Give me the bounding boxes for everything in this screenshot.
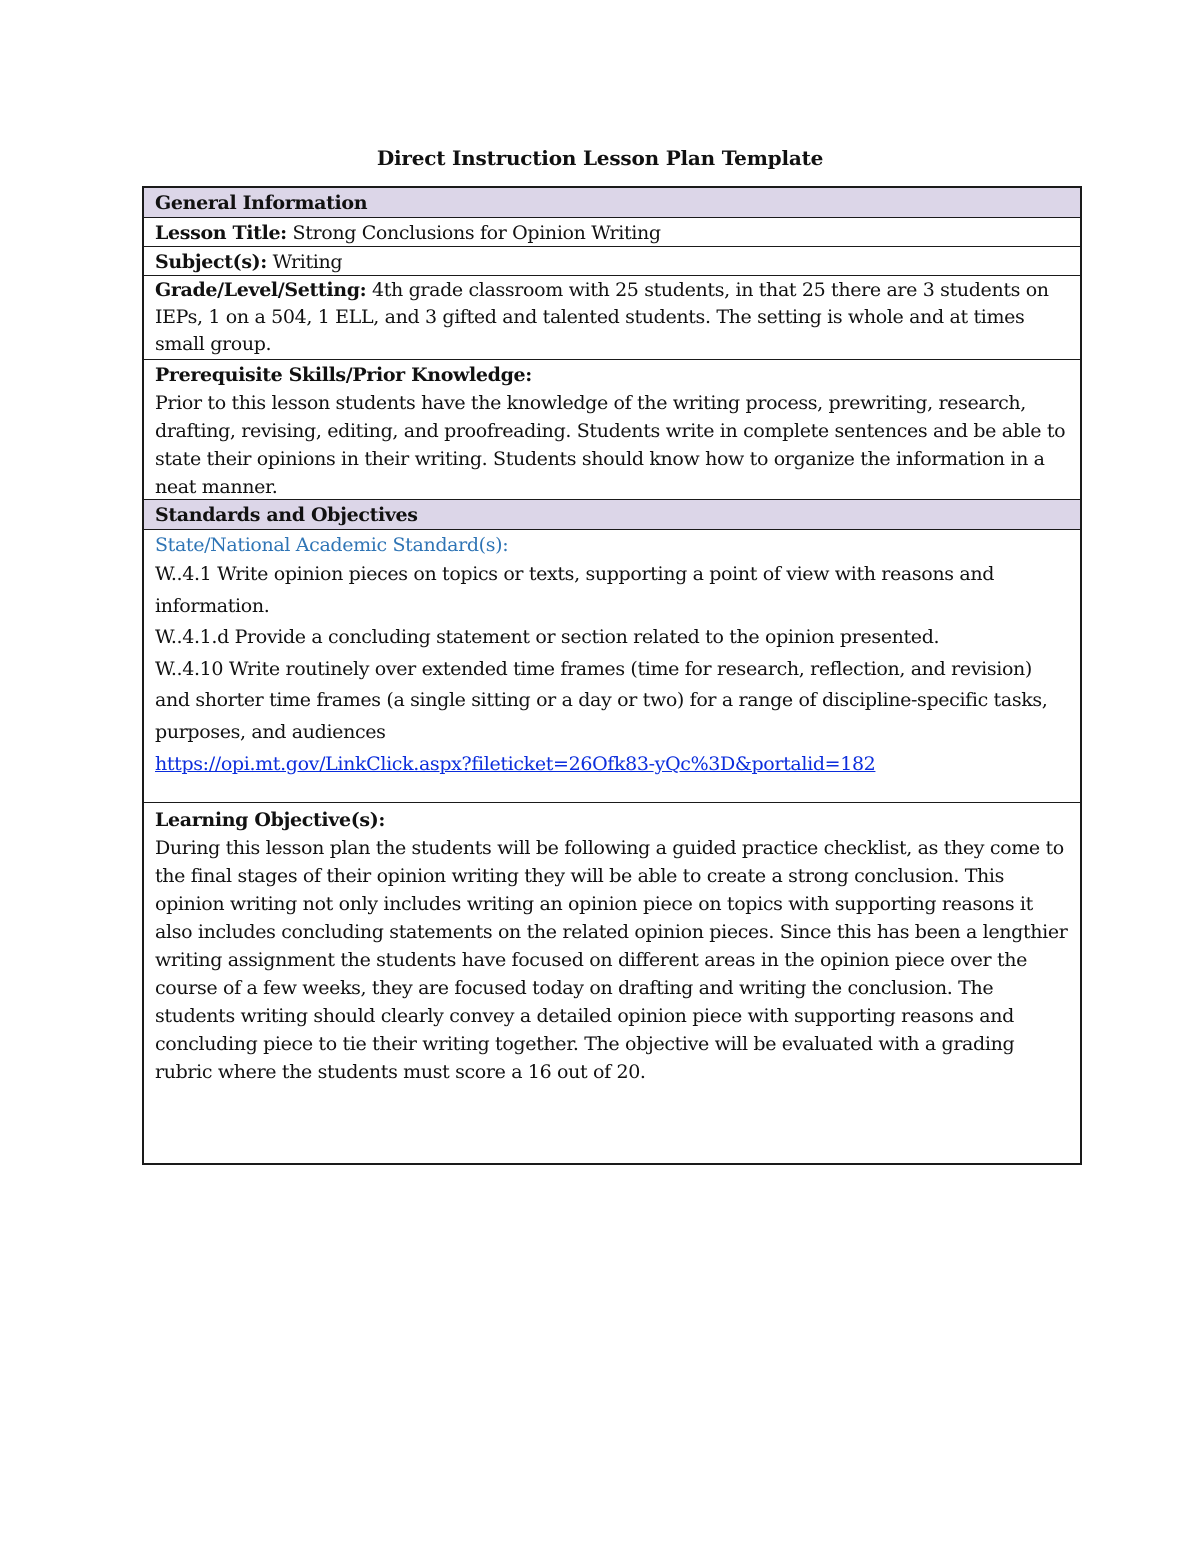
grade-level-setting-value: 4th grade classroom with 25 students, in that 25 there are 3 students on IEPs, 1 on a 504, 1 ELL, and 3 gifted and talented students. The setting is whole and at times small group. [155, 279, 1049, 355]
lesson-plan-table [142, 186, 1082, 1165]
standard-item: W..4.10 Write routinely over extended time frames (time for research, reflection, and revision) and shorter time frames (a single sitting or a day or two) for a range of discipline-specific tasks, purposes, and audiences [155, 657, 1048, 743]
standards-row [144, 530, 1080, 803]
subjects-label: Subject(s): [155, 251, 267, 273]
standards-objectives-header: Standards and Objectives [144, 500, 1080, 530]
lesson-title-row [144, 218, 1080, 247]
grade-level-setting-label: Grade/Level/Setting: [155, 279, 367, 301]
lesson-title-label: Lesson Title: [155, 222, 287, 244]
standard-item: W..4.1.d Provide a concluding statement or section related to the opinion presented. [155, 626, 940, 648]
learning-objectives-label: Learning Objective(s): [155, 809, 385, 831]
general-information-header: General Information [144, 188, 1080, 218]
lesson-title-value: Strong Conclusions for Opinion Writing [286, 222, 661, 244]
learning-objectives-row [144, 803, 1080, 1163]
prerequisite-skills-text: Prior to this lesson students have the knowledge of the writing process, prewriting, research, drafting, revising, editing, and proofreading. Students write in complete sentences and be able to state their opinions in their writing. Students should know how to organize the information in a neat manner. [155, 392, 1066, 498]
grade-level-setting-row [144, 276, 1080, 360]
standard-item: W..4.1 Write opinion pieces on topics or texts, supporting a point of view with reasons and information. [155, 563, 995, 617]
subjects-row [144, 247, 1080, 276]
learning-objectives-text: During this lesson plan the students will be following a guided practice checklist, as they come to the final stages of their opinion writing they will be able to create a strong conclusion. This opinion writing not only includes writing an opinion piece on topics with supporting reasons it also includes concluding statements on the related opinion pieces. Since this has been a lengthier writing assignment the students have focused on different areas in the opinion piece over the course of a few weeks, they are focused today on drafting and writing the conclusion. The students writing should clearly convey a detailed opinion piece with supporting reasons and concluding piece to tie their writing together. The objective will be evaluated with a grading rubric where the students must score a 16 out of 20. [155, 837, 1068, 1083]
standards-link[interactable]: https://opi.mt.gov/LinkClick.aspx?fileticket=26Ofk83-yQc%3D&portalid=182 [155, 753, 876, 775]
prerequisite-skills-label: Prerequisite Skills/Prior Knowledge: [155, 364, 532, 386]
academic-standards-heading: State/National Academic Standard(s): [155, 534, 509, 556]
subjects-value: Writing [266, 251, 343, 273]
document-title: Direct Instruction Lesson Plan Template [376, 146, 824, 170]
prerequisite-skills-row [144, 360, 1080, 500]
